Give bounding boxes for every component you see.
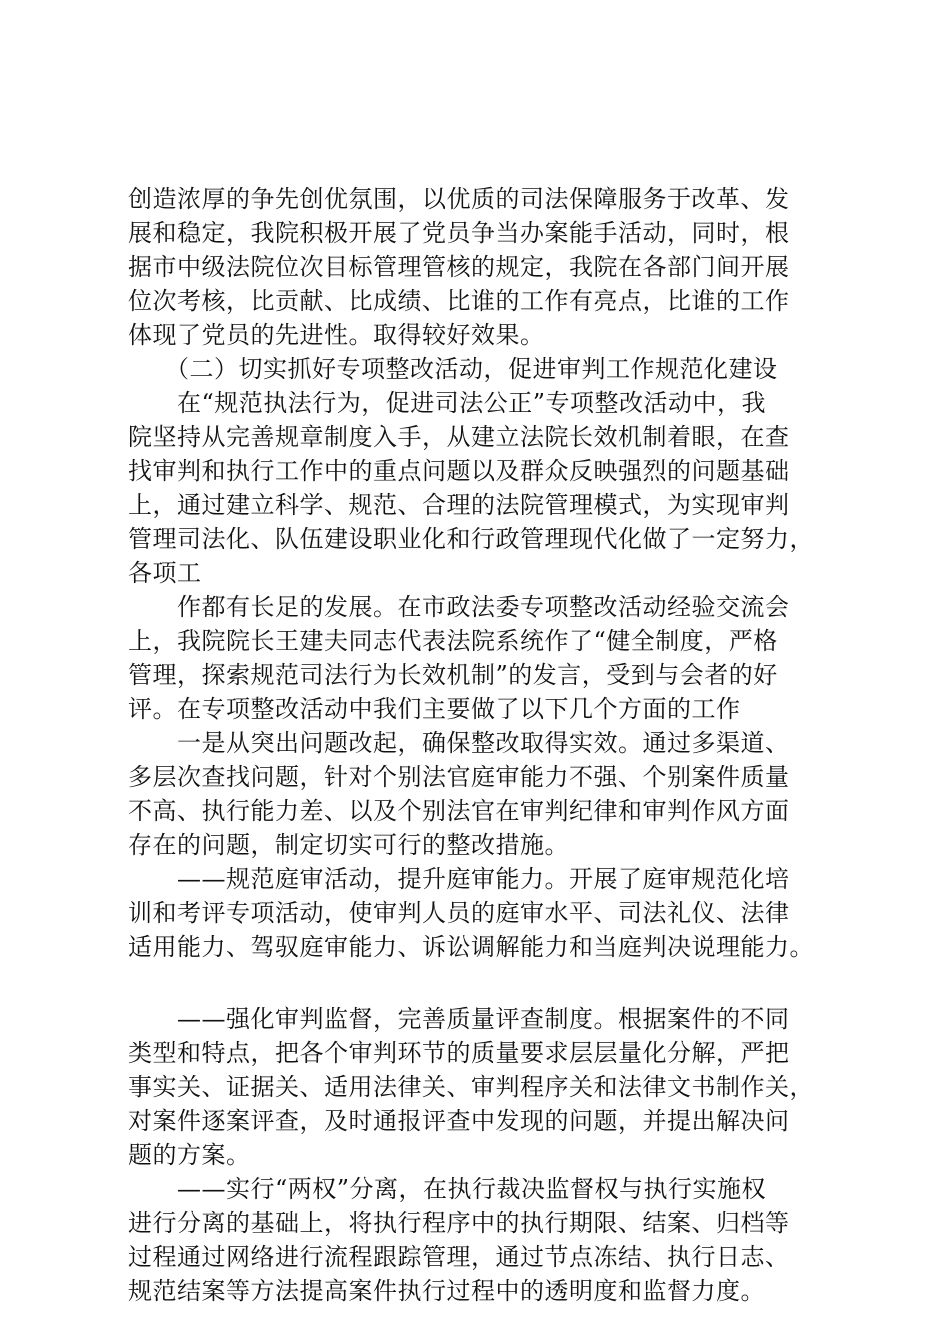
- body-text-line: 不高、执行能力差、以及个别法官在审判纪律和审判作风方面: [128, 797, 790, 825]
- body-text-line: 进行分离的基础上，将执行程序中的执行期限、结案、归档等: [128, 1209, 790, 1237]
- body-text-line: 找审判和执行工作中的重点问题以及群众反映强烈的问题基础: [128, 457, 790, 485]
- body-text-line: ——规范庭审活动，提升庭审能力。开展了庭审规范化培: [128, 865, 790, 893]
- body-text-line: 评。在专项整改活动中我们主要做了以下几个方面的工作: [128, 695, 741, 723]
- body-text-line: ——强化审判监督，完善质量评查制度。根据案件的不同: [128, 1005, 790, 1033]
- body-text-line: 上，通过建立科学、规范、合理的法院管理模式，为实现审判: [128, 491, 790, 519]
- body-text-line: 训和考评专项活动，使审判人员的庭审水平、司法礼仪、法律: [128, 899, 790, 927]
- body-text-line: 存在的问题，制定切实可行的整改措施。: [128, 831, 569, 859]
- body-text-line: ——实行“两权”分离，在执行裁决监督权与执行实施权: [128, 1175, 767, 1203]
- body-text-line: 体现了党员的先进性。取得较好效果。: [128, 321, 545, 349]
- body-text-line: 事实关、证据关、适用法律关、审判程序关和法律文书制作关，: [128, 1073, 814, 1101]
- body-text-line: 管理司法化、队伍建设职业化和行政管理现代化做了一定努力，: [128, 525, 814, 553]
- body-text-line: 规范结案等方法提高案件执行过程中的透明度和监督力度。: [128, 1277, 765, 1305]
- body-text-line: 适用能力、驾驭庭审能力、诉讼调解能力和当庭判决说理能力。: [128, 933, 814, 961]
- body-text-line: 一是从突出问题改起，确保整改取得实效。通过多渠道、: [128, 729, 790, 757]
- body-text-line: 多层次查找问题，针对个别法官庭审能力不强、个别案件质量: [128, 763, 790, 791]
- body-text-line: 在“规范执法行为，促进司法公正”专项整改活动中，我: [128, 389, 767, 417]
- body-text-line: 上，我院院长王建夫同志代表法院系统作了“健全制度，严格: [128, 627, 778, 655]
- body-text-line: 题的方案。: [128, 1141, 251, 1169]
- body-text-line: 各项工: [128, 559, 202, 587]
- body-text-line: 管理，探索规范司法行为长效机制”的发言，受到与会者的好: [128, 661, 778, 689]
- body-text-line: 展和稳定，我院积极开展了党员争当办案能手活动，同时，根: [128, 219, 790, 247]
- body-text-line: 院坚持从完善规章制度入手，从建立法院长效机制着眼，在查: [128, 423, 790, 451]
- section-heading: （二）切实抓好专项整改活动，促进审判工作规范化建设: [128, 355, 778, 383]
- body-text-line: 位次考核，比贡献、比成绩、比谁的工作有亮点，比谁的工作: [128, 287, 790, 315]
- body-text-line: 据市中级法院位次目标管理管核的规定，我院在各部门间开展: [128, 253, 790, 281]
- body-text-line: 对案件逐案评查，及时通报评查中发现的问题，并提出解决问: [128, 1107, 790, 1135]
- body-text-line: 类型和特点，把各个审判环节的质量要求层层量化分解，严把: [128, 1039, 790, 1067]
- body-text-line: 作都有长足的发展。在市政法委专项整改活动经验交流会: [128, 593, 790, 621]
- body-text-line: 创造浓厚的争先创优氛围，以优质的司法保障服务于改革、发: [128, 185, 790, 213]
- body-text-line: 过程通过网络进行流程跟踪管理，通过节点冻结、执行日志、: [128, 1243, 790, 1271]
